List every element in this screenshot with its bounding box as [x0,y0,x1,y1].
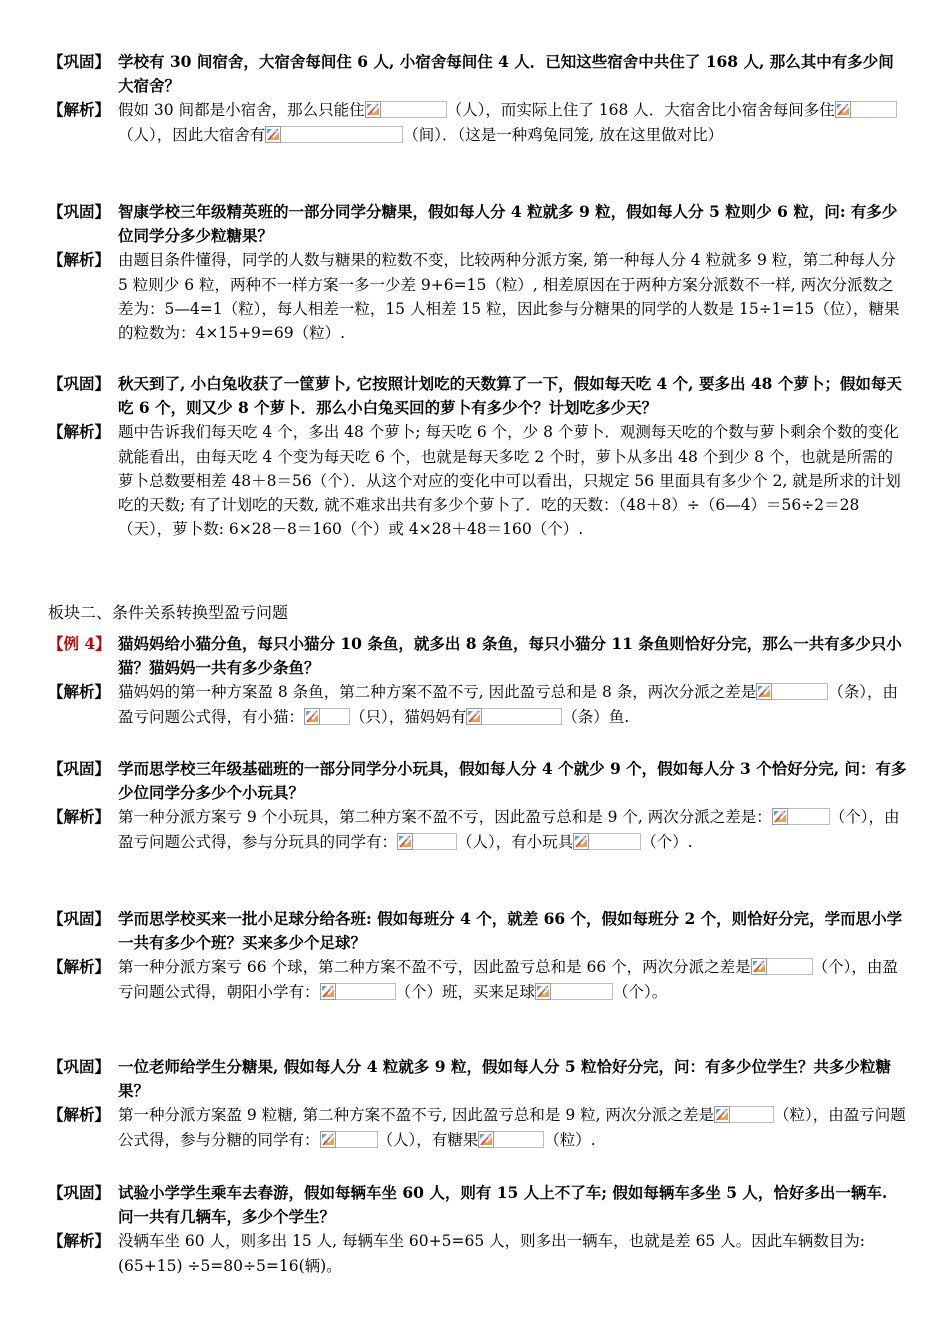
question-text: 一位老师给学生分糖果, 假如每人分 4 粒就多 9 粒，假如每人分 5 粒恰好分完，问：有多少位学生？共多少粒糖果？ [118,1057,892,1101]
answer-text [118,805,908,853]
answer-segment: 猫妈妈的第一种方案盈 8 条鱼，第二种方案不盈不亏, 因此盈亏总和是 8 条，两次分派之差是 [118,683,757,702]
answer-segment: （人），因此大宿舍有 [118,125,266,144]
answer-row [48,680,908,728]
answer-segment: （粒），由盈亏问题公式得，参与分糖的同学有： [118,1106,906,1149]
answer-segment: （条）鱼. [562,707,630,726]
answer-text [118,1103,908,1151]
answer-segment: （人），而实际上住了 168 人．大宿舍比小宿舍每间多住 [446,101,835,120]
answer-row [48,248,908,345]
answer-row [48,420,908,541]
question-row [48,1055,908,1103]
exercise-block [48,757,908,854]
question-row [48,200,908,248]
formula-image [397,833,457,850]
question-text: 学而思学校买来一批小足球分给各班: 假如每班分 4 个，就差 66 个，假如每班分 2 个，则恰好分完，学而思小学一共有多少个班？买来多少个足球？ [118,909,903,953]
question-row [48,372,908,420]
question-row [48,757,908,805]
question-text: 学校有 30 间宿舍，大宿舍每间住 6 人, 小宿舍每间住 4 人．已知这些宿舍中共住了 168 人, 那么其中有多少间大宿舍？ [118,52,894,96]
broken-image-icon [320,983,336,1000]
exercise-block [48,907,908,1004]
analysis-label: 【解析】 [48,250,111,270]
analysis-label: 【解析】 [48,682,111,702]
answer-text: 由题目条件懂得，同学的人数与糖果的粒数不变，比较两种分派方案, 第一种每人分 4 粒就多 9 粒，第二种每人分 5 粒则少 6 粒，两种不一样方案一多一少差 9+6=15（粒）, 相差原因在于两种方案分派数不一样, 两次分派数之差为：5—4=1（粒），每人相差一粒，15 人相差 15 粒，因此参与分糖果的同学的人数是 15÷1=15（位），糖果的粒数为：4×15+9=69（粒）. [118,251,900,343]
formula-image [573,833,641,850]
example-label: 【例 4】 [48,634,111,653]
answer-row [48,955,908,1003]
question-text: 猫妈妈给小猫分鱼，每只小猫分 10 条鱼，就多出 8 条鱼，每只小猫分 11 条鱼则恰好分完，那么一共有多少只小猫？猫妈妈一共有多少条鱼？ [118,634,902,678]
broken-image-icon [466,708,482,725]
formula-image [365,101,447,118]
answer-segment: 第一种分派方案亏 66 个球，第二种方案不盈不亏，因此盈亏总和是 66 个，两次分派之差是 [118,958,751,977]
broken-image-icon [365,101,381,118]
formula-image [304,708,350,725]
analysis-label: 【解析】 [48,957,111,977]
answer-segment: 第一种分派方案盈 9 粒糖, 第二种方案不盈不亏, 因此盈亏总和是 9 粒, 两次分派之差是 [118,1106,714,1125]
question-row [48,50,908,98]
exercise-block [48,372,908,541]
question-row [48,907,908,955]
consolidate-label: 【巩固】 [48,1183,111,1202]
answer-segment: （间）．（这是一种鸡兔同笼, 放在这里做对比） [403,125,724,144]
broken-image-icon [320,1131,336,1148]
answer-segment: （人），有小玩具 [457,832,574,851]
answer-segment: （个）. [641,832,693,851]
answer-segment: （粒）. [544,1130,596,1149]
consolidate-label: 【巩固】 [48,202,111,221]
answer-text: 题中告诉我们每天吃 4 个，多出 48 个萝卜; 每天吃 6 个，少 8 个萝卜．观测每天吃的个数与萝卜剩余个数的变化就能看出，由每天吃 4 个变为每天吃 6 个，也就是每天多吃 2 个时，萝卜从多出 48 个到少 8 个，也就是所需的萝卜总数要相差 48＋8＝56（个）．从这个对应的变化中可以看出，只规定 56 里面具有多少个 2, 就是所求的计划吃的天数; 有了计划吃的天数, 就不难求出共有多少个萝卜了．吃的天数：（48＋8）÷（6—4）＝56÷2＝28（天），萝卜数: 6×28－8＝160（个）或 4×28＋48＝160（个）. [118,423,901,539]
consolidate-label: 【巩固】 [48,52,111,71]
formula-image [265,126,403,143]
answer-row [48,98,908,146]
answer-segment: （只），猫妈妈有 [350,707,467,726]
broken-image-icon [535,983,551,1000]
broken-image-icon [751,958,767,975]
formula-image [714,1106,774,1123]
broken-image-icon [835,101,851,118]
formula-image [535,983,613,1000]
consolidate-label: 【巩固】 [48,1057,111,1076]
exercise-block [48,1055,908,1152]
exercise-block [48,50,908,147]
question-row [48,1181,908,1229]
question-text: 试验小学学生乘车去春游，假如每辆车坐 60 人，则有 15 人上不了车; 假如每辆车多坐 5 人，恰好多出一辆车. 问一共有几辆车，多少个学生？ [118,1183,888,1227]
consolidate-label: 【巩固】 [48,759,111,778]
formula-image [756,683,828,700]
section-title: 板块二、条件关系转换型盈亏问题 [48,603,289,622]
formula-image [466,708,562,725]
consolidate-label: 【巩固】 [48,909,111,928]
broken-image-icon [714,1106,730,1123]
answer-row [48,805,908,853]
broken-image-icon [772,808,788,825]
question-text: 秋天到了, 小白兔收获了一筐萝卜, 它按照计划吃的天数算了一下，假如每天吃 4 个, 要多出 48 个萝卜；假如每天吃 6 个，则又少 8 个萝卜．那么小白兔买回的萝卜有多少个？计划吃多少天？ [118,374,902,418]
answer-row [48,1103,908,1151]
analysis-label: 【解析】 [48,1105,111,1125]
broken-image-icon [265,126,281,143]
broken-image-icon [397,833,413,850]
exercise-block [48,1181,908,1278]
formula-image [772,808,830,825]
answer-text: 没辆车坐 60 人，则多出 15 人, 每辆车坐 60+5=65 人，则多出一辆车，也就是差 65 人。因此车辆数目为: (65+15) ÷5=80÷5=16(辆)。 [118,1232,865,1275]
answer-segment: （个）。 [613,982,668,1001]
formula-image [320,983,396,1000]
analysis-label: 【解析】 [48,807,111,827]
analysis-label: 【解析】 [48,422,111,442]
formula-image [835,101,897,118]
answer-text [118,680,908,728]
broken-image-icon [573,833,589,850]
answer-segment: （条），由盈亏问题公式得，有小猫： [118,683,899,726]
answer-segment: 第一种分派方案亏 9 个小玩具，第二种方案不盈不亏，因此盈亏总和是 9 个, 两次分派之差是： [118,808,772,827]
answer-text [118,98,908,146]
question-text: 学而思学校三年级基础班的一部分同学分小玩具，假如每人分 4 个就少 9 个，假如每人分 3 个恰好分完, 问：有多少位同学分多少个小玩具？ [118,759,907,803]
answer-segment: （个），由盈亏问题公式得，参与分玩具的同学有： [118,808,900,851]
answer-segment: （人），有糖果 [377,1130,479,1149]
exercise-block [48,200,908,345]
consolidate-label: 【巩固】 [48,374,111,393]
formula-image [478,1131,544,1148]
answer-segment: 假如 30 间都是小宿舍，那么只能住 [118,101,365,120]
question-text: 智康学校三年级精英班的一部分同学分糖果，假如每人分 4 粒就多 9 粒，假如每人分 5 粒则少 6 粒，问: 有多少位同学分多少粒糖果？ [118,202,898,246]
broken-image-icon [756,683,772,700]
broken-image-icon [304,708,320,725]
answer-segment: （个）班，买来足球 [395,982,536,1001]
analysis-label: 【解析】 [48,100,111,120]
answer-text [118,955,908,1003]
answer-segment: （个），由盈亏问题公式得，朝阳小学有： [118,958,898,1001]
broken-image-icon [478,1131,494,1148]
question-row [48,632,908,680]
answer-row [48,1229,908,1277]
formula-image [320,1131,378,1148]
formula-image [751,958,813,975]
analysis-label: 【解析】 [48,1231,111,1251]
example-block [48,632,908,729]
